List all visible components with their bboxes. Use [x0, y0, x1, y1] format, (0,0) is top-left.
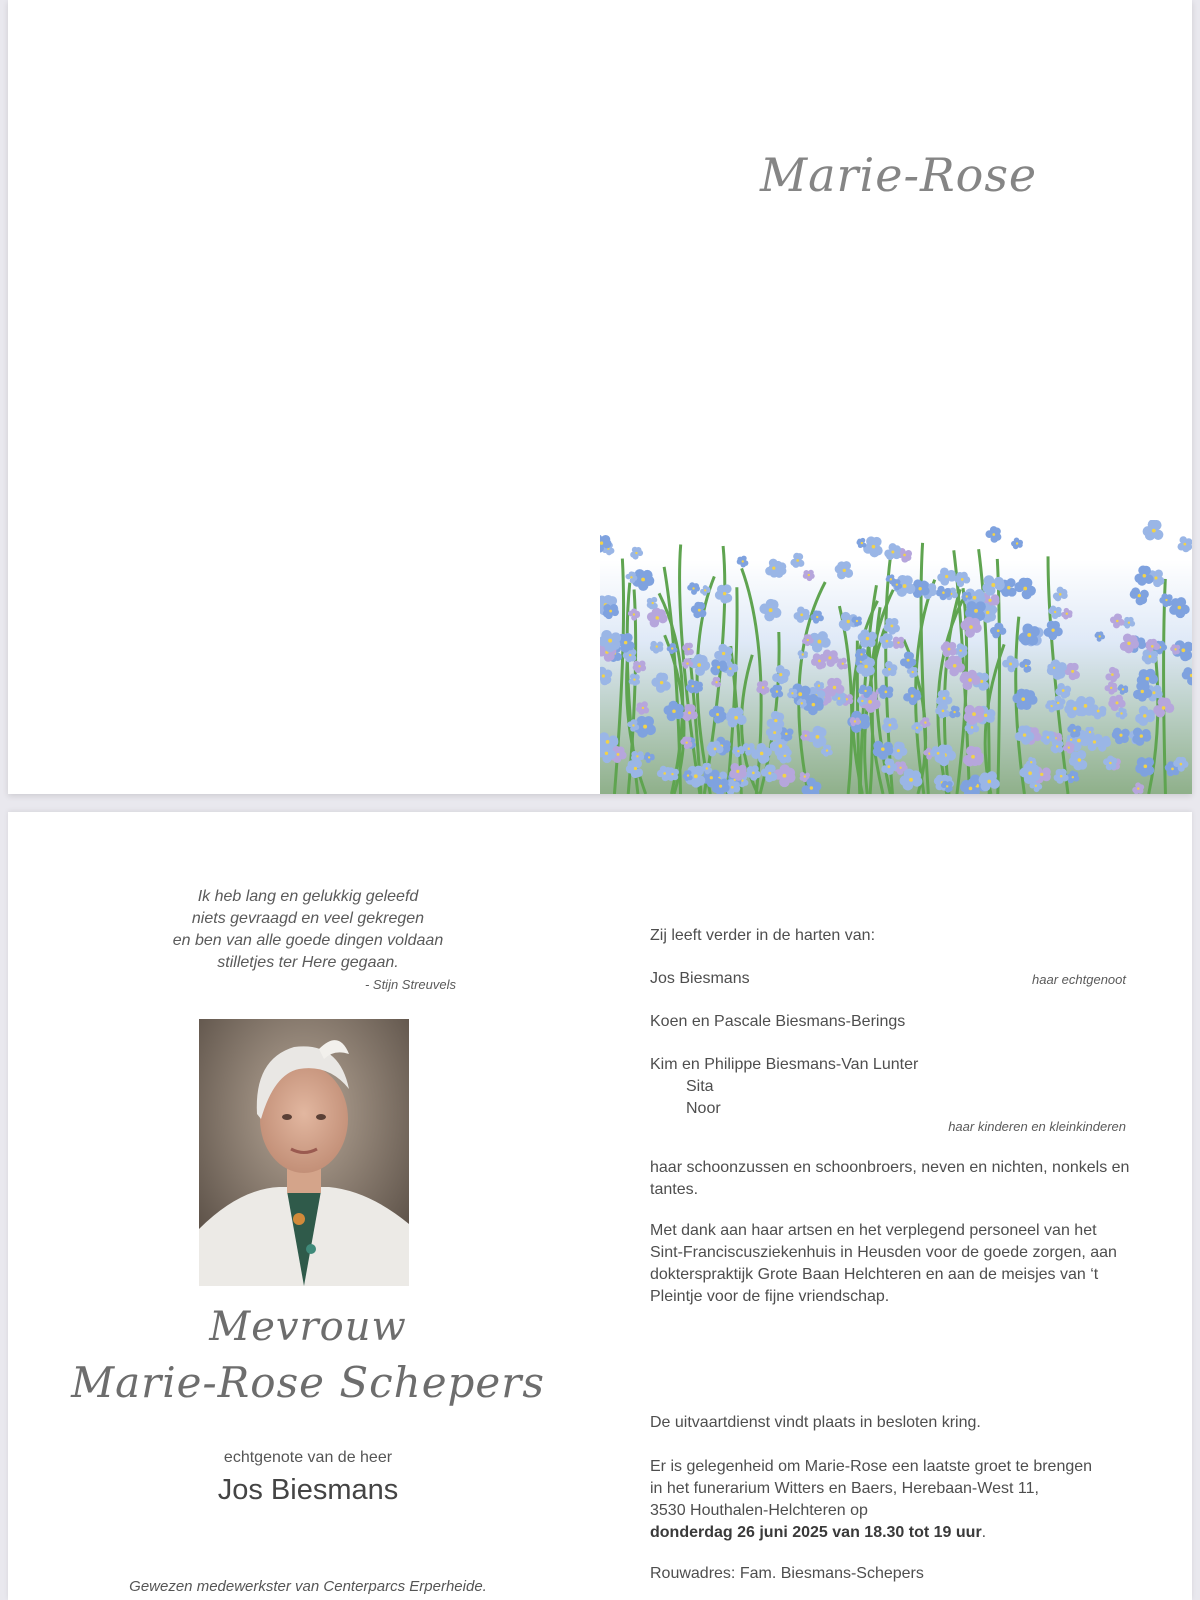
child-family-1: Koen en Pascale Biesmans-Berings: [650, 1013, 906, 1030]
extended-family: haar schoonzussen en schoonbroers, neven en nichten, nonkels en tantes.: [650, 1159, 1130, 1198]
forget-me-not-bloom: [856, 538, 866, 548]
forget-me-not-bloom: [629, 674, 640, 686]
farewell-text: [650, 1456, 1140, 1544]
husband-role: haar echtgenoot: [1032, 972, 1126, 987]
forget-me-not-bloom: [1143, 520, 1164, 541]
portrait-photo: [199, 1019, 409, 1286]
farewell-date: donderdag 26 juni 2025 van 18.30 tot 19 uur: [650, 1524, 982, 1541]
children-role: haar kinderen en kleinkinderen: [948, 1119, 1126, 1134]
poem-line: stilletjes ter Here gegaan.: [217, 954, 399, 971]
husband-name: Jos Biesmans: [650, 970, 750, 987]
farewell-line: Er is gelegenheid om Marie-Rose een laatste groet te brengen: [650, 1458, 1093, 1475]
farewell-line: 3530 Houthalen-Helchteren op: [650, 1502, 868, 1519]
forget-me-not-bloom: [1011, 538, 1023, 550]
farewell-line: in het funerarium Witters en Baers, Herebaan-West 11,: [650, 1480, 1039, 1497]
child-family-2: [650, 1054, 1140, 1120]
child-family-2-name: Kim en Philippe Biesmans-Van Lunter: [650, 1056, 919, 1073]
cover-name: Marie-Rose: [760, 148, 1038, 202]
forget-me-not-bloom: [884, 543, 901, 560]
poem-author: - Stijn Streuvels: [364, 977, 456, 992]
deceased-name: Marie-Rose Schepers: [71, 1358, 545, 1407]
career-note: Gewezen medewerkster van Centerparcs Erperheide.: [129, 1578, 487, 1595]
poem-line: niets gevraagd en veel gekregen: [191, 910, 425, 927]
grandchild-name: Sita: [686, 1078, 714, 1095]
forget-me-not-bloom: [790, 553, 804, 568]
poem: [108, 886, 508, 974]
honorific-title: Mevrouw: [209, 1304, 407, 1350]
forget-me-not-bloom: [878, 685, 893, 699]
inside-page: [8, 812, 1192, 1600]
forget-me-not-bloom: [1064, 699, 1085, 718]
forget-me-not-bloom: [941, 641, 957, 657]
forget-me-not-bloom: [863, 536, 883, 557]
thanks-text: Met dank aan haar artsen en het verplegend personeel van het Sint-Franciscusziekenhuis in Heusden voor de goede zorgen, aan dokterspraktijk Grote Baan Helchteren en aan de meisjes van ‘t Pleintje voor de fijne vriendschap.: [650, 1222, 1117, 1305]
forget-me-not-flowers-image: [600, 520, 1192, 794]
service-text: De uitvaartdienst vindt plaats in besloten kring.: [650, 1414, 981, 1431]
forget-me-not-bloom: [1051, 740, 1064, 754]
forget-me-not-bloom: [1177, 536, 1192, 552]
forget-me-not-bloom: [712, 778, 730, 794]
forget-me-not-bloom: [892, 637, 905, 649]
spouse-name: Jos Biesmans: [217, 1474, 399, 1506]
forget-me-not-bloom: [985, 526, 1001, 543]
forget-me-not-bloom: [756, 680, 769, 694]
poem-line: Ik heb lang en gelukkig geleefd: [197, 888, 419, 905]
spouse-label: echtgenote van de heer: [223, 1449, 393, 1466]
grandchild-name: Noor: [686, 1100, 721, 1117]
intro-text: Zij leeft verder in de harten van:: [650, 927, 876, 944]
forget-me-not-bloom: [630, 547, 643, 560]
farewell-date-line: [650, 1522, 1140, 1544]
poem-line: en ben van alle goede dingen voldaan: [172, 932, 444, 949]
mourning-address: Rouwadres: Fam. Biesmans-Schepers: [650, 1565, 924, 1582]
front-page: [8, 0, 1192, 794]
farewell-period: .: [981, 1524, 987, 1541]
